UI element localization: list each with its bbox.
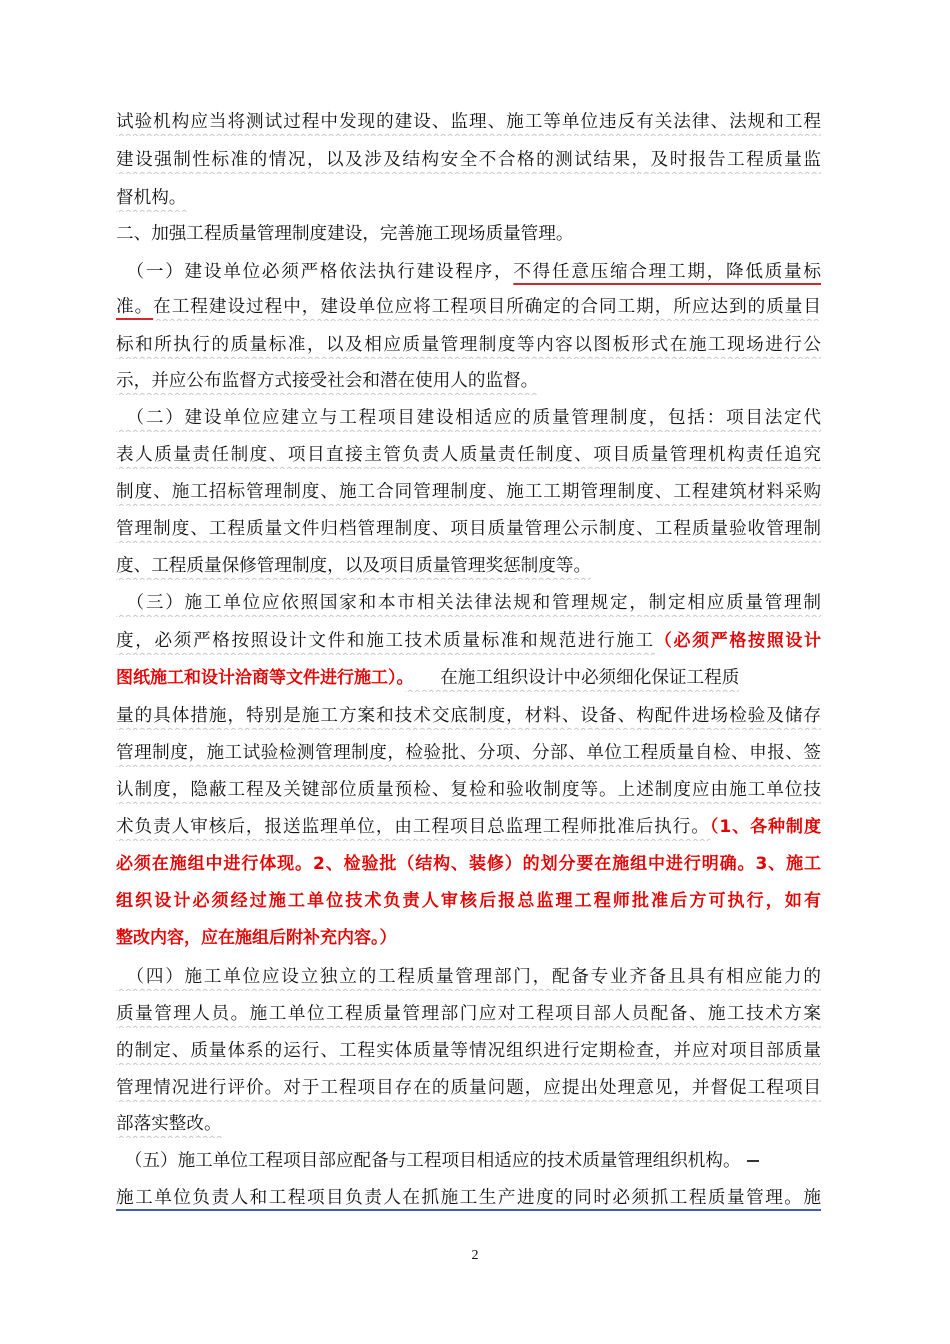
text-line — [116, 1074, 821, 1102]
red-comment-text: （1、各种制度 — [709, 817, 821, 837]
text-line — [116, 441, 821, 469]
text-line — [116, 1000, 821, 1028]
red-comment-text: 整改内容，应在施组后附补充内容。） — [116, 928, 397, 948]
text-line — [116, 589, 821, 617]
text-segment: 准。 — [116, 297, 154, 317]
text-segment: 的制定、质量体系的运行、工程实体质量等情况组织进行定期检查，并应对项目部质量 — [116, 1041, 821, 1061]
text-line — [116, 739, 821, 767]
text-line — [116, 331, 821, 359]
text-segment: 施工单位负责人和工程项目负责人在抓施工生产进度的同时必须抓工程质量管理。施 — [116, 1188, 821, 1208]
text-line — [116, 184, 821, 212]
text-segment: 管理制度、工程质量文件归档管理制度、项目质量管理公示制度、工程质量验收管理制 — [116, 519, 821, 539]
text-line — [116, 367, 821, 395]
red-comment-text: 组织设计必须经过施工单位技术负责人审核后报总监理工程师批准后方可执行，如有 — [116, 891, 821, 911]
text-segment: （四）施工单位应设立独立的工程质量管理部门，配备专业齐备且具有相应能力的 — [116, 967, 821, 987]
text-line — [116, 664, 821, 692]
text-segment: 二、加强工程质量管理制度建设，完善施工现场质量管理。 — [116, 224, 574, 244]
text-line — [116, 515, 821, 543]
text-segment: 管理情况进行评价。对于工程项目存在的质量问题，应提出处理意见，并督促工程项目 — [116, 1078, 821, 1098]
text-segment: 表人质量责任制度、项目直接主管负责人质量责任制度、项目质量管理机构责任追究 — [116, 445, 821, 465]
text-segment: （三）施工单位应依照国家和本市相关法律法规和管理规定，制定相应质量管理制 — [116, 593, 821, 613]
text-segment: （二）建设单位应建立与工程项目建设相适应的质量管理制度，包括：项目法定代 — [116, 408, 821, 428]
text-line — [116, 258, 821, 286]
text-segment: （五）施工单位工程项目部应配备与工程项目相适应的技术质量管理组织机构。 — [116, 1151, 741, 1171]
text-line — [116, 627, 821, 655]
page-number: 2 — [471, 1248, 479, 1263]
text-segment: 认制度，隐蔽工程及关键部位质量预检、复检和验收制度等。上述制度应由施工单位技 — [116, 780, 821, 800]
text-line — [116, 813, 821, 841]
text-segment: （一）建设单位必须严格依法执行建设程序， — [116, 262, 514, 282]
text-segment: 部落实整改。 — [116, 1114, 222, 1134]
red-comment-text: （必须严格按照设计 — [654, 631, 821, 651]
text-line — [116, 404, 821, 432]
text-line — [116, 293, 821, 321]
text-line — [116, 702, 821, 730]
red-comment-text: 图纸施工和设计洽商等文件进行施工）。 — [116, 668, 405, 688]
text-segment: 度、工程质量保修管理制度，以及项目质量管理奖惩制度等。 — [116, 556, 592, 576]
text-segment: 制度、施工招标管理制度、施工合同管理制度、施工工期管理制度、工程建筑材料采购 — [116, 482, 821, 502]
text-segment: 质量管理人员。施工单位工程质量管理部门应对工程项目部人员配备、施工技术方案 — [116, 1004, 821, 1024]
text-segment: 在施工组织设计中必须细化保证工程质 — [405, 668, 740, 688]
text-line — [116, 552, 821, 580]
text-line — [116, 1037, 821, 1065]
text-segment: 度，必须严格按照设计文件和施工技术质量标准和规范进行施工 — [116, 631, 655, 651]
text-line — [116, 887, 821, 915]
text-line — [116, 1110, 821, 1138]
text-line — [116, 478, 821, 506]
text-line — [116, 146, 821, 174]
text-line — [116, 220, 821, 248]
text-line — [116, 1184, 821, 1212]
text-segment: 不得任意压缩合理工期，降低质量标 — [513, 262, 821, 282]
text-segment: 术负责人审核后，报送监理单位，由工程项目总监理工程师批准后执行。 — [116, 817, 710, 837]
text-segment: 标和所执行的质量标准，以及相应质量管理制度等内容以图板形式在施工现场进行公 — [116, 335, 821, 355]
text-line — [116, 924, 821, 952]
text-segment: 在工程建设过程中，建设单位应将工程项目所确定的合同工期，所应达到的质量目 — [153, 297, 821, 317]
red-comment-text: 必须在施组中进行体现。2、检验批（结构、装修）的划分要在施组中进行明确。3、施工 — [116, 854, 821, 874]
text-line — [116, 108, 821, 136]
text-segment: 试验机构应当将测试过程中发现的建设、监理、施工等单位违反有关法律、法规和工程 — [116, 112, 821, 132]
text-line — [116, 850, 821, 878]
text-line — [116, 963, 821, 991]
text-line — [116, 1147, 821, 1175]
revision-mark-icon — [747, 1160, 759, 1162]
text-segment: 督机构。 — [116, 188, 187, 208]
text-segment: 示，并应公布监督方式接受社会和潜在使用人的监督。 — [116, 371, 539, 391]
text-line — [116, 776, 821, 804]
text-segment: 管理制度，施工试验检测管理制度，检验批、分项、分部、单位工程质量自检、申报、签 — [116, 743, 821, 763]
text-segment: 量的具体措施，特别是施工方案和技术交底制度，材料、设备、构配件进场检验及储存 — [116, 706, 821, 726]
text-segment: 建设强制性标准的情况，以及涉及结构安全不合格的测试结果，及时报告工程质量监 — [116, 150, 821, 170]
